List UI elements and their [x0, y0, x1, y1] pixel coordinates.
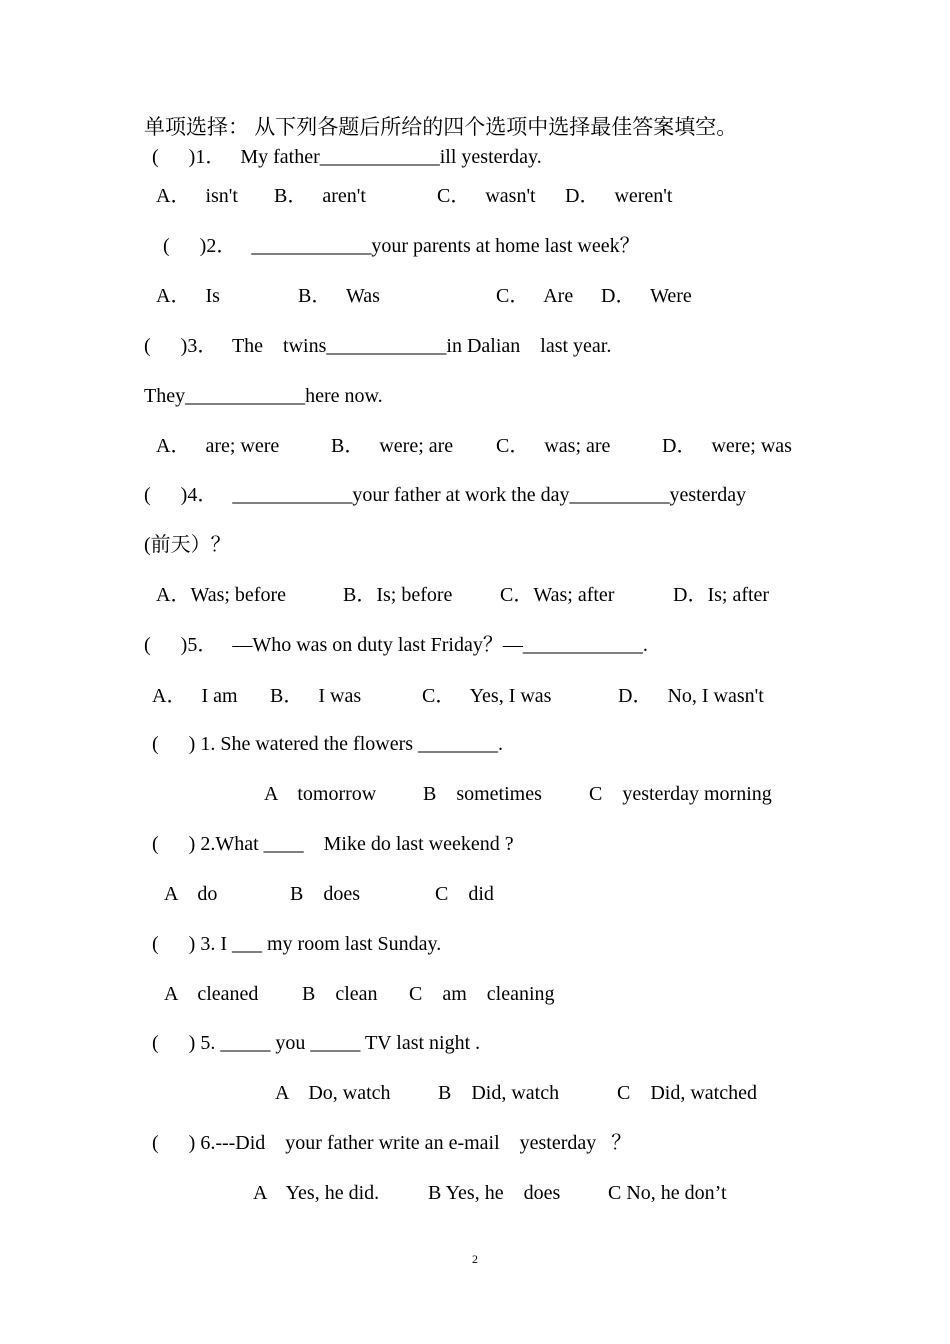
- q6-option-a: A tomorrow: [264, 783, 377, 805]
- q10-option-a: A Yes, he did.: [253, 1182, 380, 1204]
- q4-option-c: C．Was; after: [500, 584, 615, 606]
- q8-option-c: C am cleaning: [409, 983, 555, 1005]
- question-1-stem: ( )1． My father____________ill yesterday.: [152, 146, 542, 168]
- question-5-stem: ( )5． —Who was on duty last Friday？—____________.: [144, 634, 648, 656]
- page-number: 2: [472, 1252, 478, 1266]
- q8-option-a: A cleaned: [164, 983, 259, 1005]
- q2-option-b: B． Was: [298, 285, 380, 307]
- question-6-stem: ( ) 1. She watered the flowers ________.: [152, 733, 504, 755]
- question-4-stem: ( )4． ____________your father at work the day__________yesterday: [144, 484, 747, 506]
- q10-option-c: C No, he don’t: [608, 1182, 727, 1204]
- q5-option-b: B． I was: [270, 685, 362, 707]
- q4-option-d: D．Is; after: [673, 584, 770, 606]
- q10-option-b: B Yes, he does: [428, 1182, 561, 1204]
- q9-option-a: A Do, watch: [275, 1082, 391, 1104]
- question-10-stem: ( ) 6.---Did your father write an e-mail yesterday ？: [152, 1132, 632, 1154]
- question-8-stem: ( ) 3. I ___ my room last Sunday.: [152, 933, 442, 955]
- q5-option-d: D． No, I wasn't: [618, 685, 764, 707]
- q2-option-c: C． Are: [496, 285, 574, 307]
- q4-option-b: B．Is; before: [343, 584, 453, 606]
- q1-option-d: D． weren't: [565, 185, 673, 207]
- q3-option-a: A． are; were: [156, 435, 280, 457]
- question-4-stem-line2: (前天）？: [144, 534, 231, 556]
- q8-option-b: B clean: [302, 983, 378, 1005]
- q7-option-c: C did: [435, 883, 494, 905]
- q3-option-d: D． were; was: [662, 435, 792, 457]
- q5-option-c: C． Yes, I was: [422, 685, 552, 707]
- q6-option-c: C yesterday morning: [589, 783, 772, 805]
- question-3-stem-line2: They____________here now.: [144, 385, 383, 407]
- q3-option-b: B． were; are: [331, 435, 454, 457]
- question-7-stem: ( ) 2.What ____ Mike do last weekend ?: [152, 833, 514, 855]
- instruction: 单项选择： 从下列各题后所给的四个选项中选择最佳答案填空。: [144, 115, 738, 139]
- q4-option-a: A．Was; before: [156, 584, 287, 606]
- q1-option-b: B． aren't: [274, 185, 366, 207]
- q9-option-b: B Did, watch: [438, 1082, 560, 1104]
- question-3-stem: ( )3． The twins____________in Dalian last year.: [144, 335, 612, 357]
- q5-option-a: A． I am: [152, 685, 238, 707]
- question-2-stem: ( )2． ____________your parents at home last week？: [163, 235, 640, 257]
- q7-option-b: B does: [290, 883, 360, 905]
- q1-option-a: A． isn't: [156, 185, 238, 207]
- question-9-stem: ( ) 5. _____ you _____ TV last night .: [152, 1032, 481, 1054]
- q6-option-b: B sometimes: [423, 783, 542, 805]
- q2-option-d: D． Were: [601, 285, 692, 307]
- q2-option-a: A． Is: [156, 285, 220, 307]
- q7-option-a: A do: [164, 883, 218, 905]
- q1-option-c: C． wasn't: [437, 185, 536, 207]
- q9-option-c: C Did, watched: [617, 1082, 757, 1104]
- q3-option-c: C． was; are: [496, 435, 611, 457]
